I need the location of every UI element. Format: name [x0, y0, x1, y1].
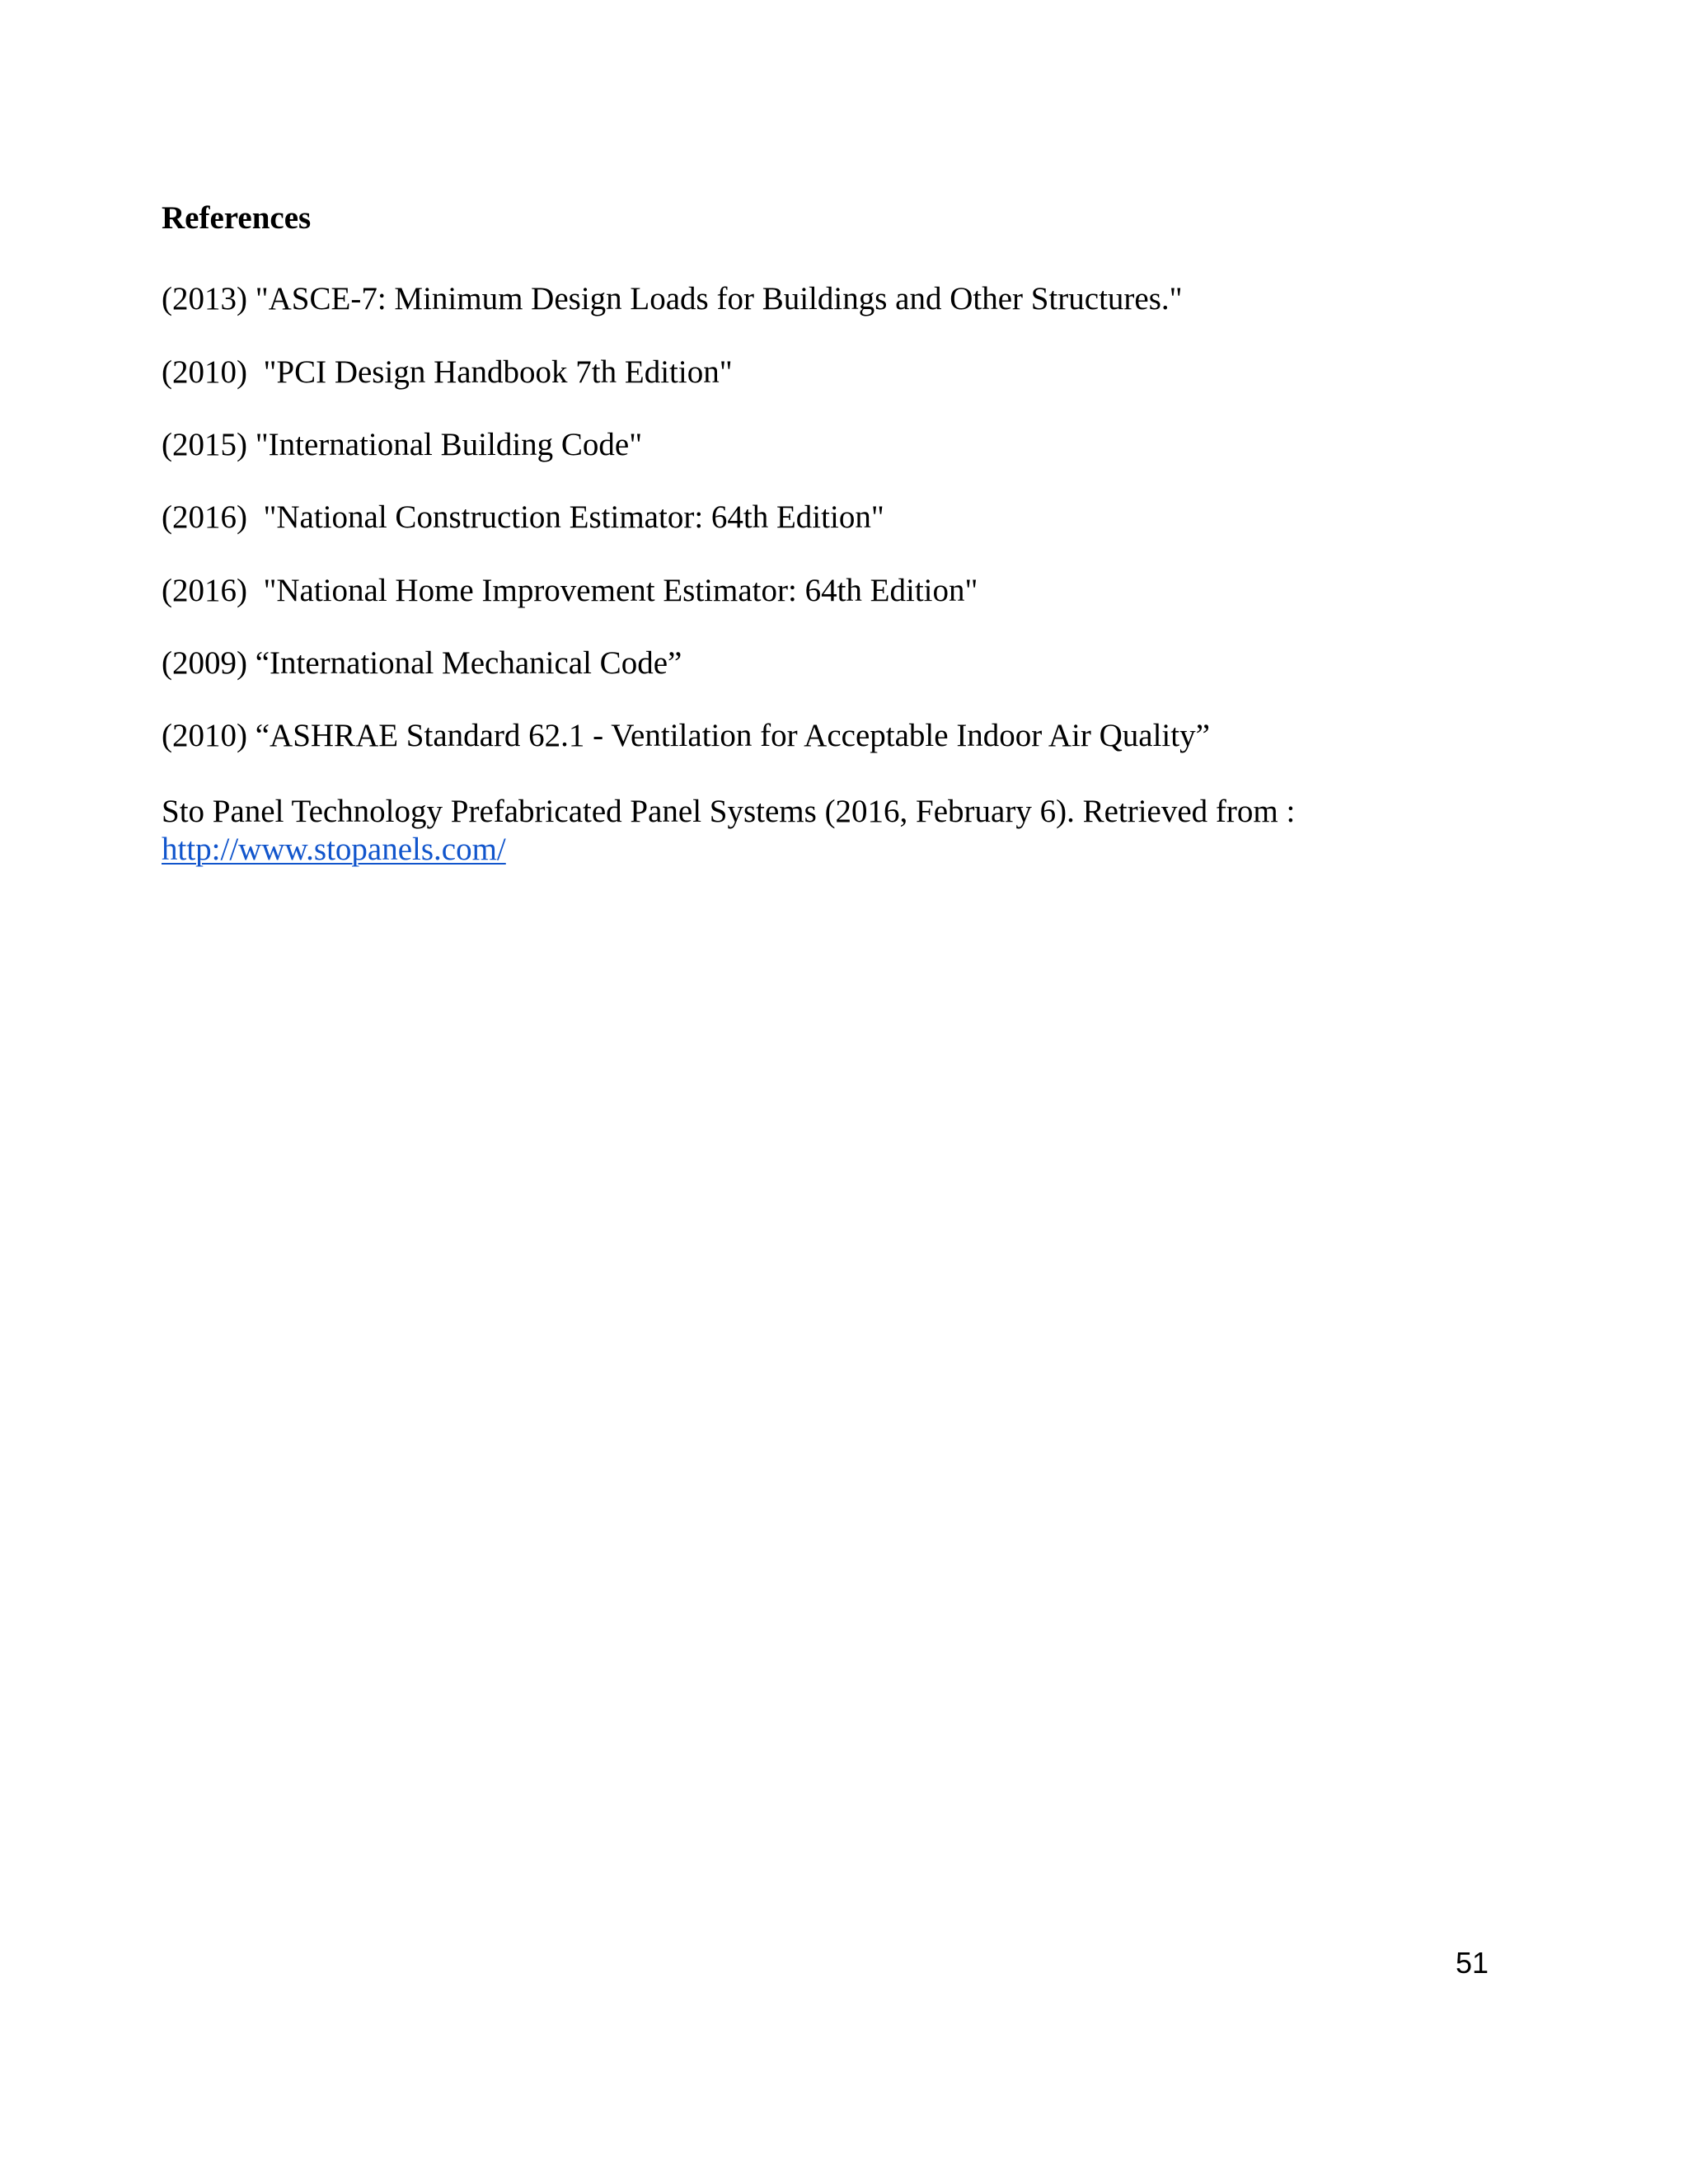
references-heading: References: [162, 200, 312, 236]
reference-item-pci-handbook: (2010) "PCI Design Handbook 7th Edition": [162, 354, 733, 390]
reference-item-ashrae: (2010) “ASHRAE Standard 62.1 - Ventilation for Acceptable Indoor Air Quality”: [162, 718, 1210, 753]
reference-item-construction-estimator: (2016) "National Construction Estimator: 64th Edition": [162, 499, 884, 535]
page-number: 51: [1456, 1946, 1489, 1980]
reference-item-ibc: (2015) "International Building Code": [162, 427, 643, 462]
reference-sto-panel-text: Sto Panel Technology Prefabricated Panel Systems (2016, February 6). Retrieved from :: [162, 794, 1296, 829]
reference-item-asce7: (2013) "ASCE-7: Minimum Design Loads for Buildings and Other Structures.": [162, 281, 1183, 316]
reference-item-imc: (2009) “International Mechanical Code”: [162, 645, 682, 681]
reference-item-sto-panel: [162, 793, 1513, 869]
stopanels-link[interactable]: http://www.stopanels.com/: [162, 832, 506, 867]
reference-item-home-improvement-estimator: (2016) "National Home Improvement Estimator: 64th Edition": [162, 573, 978, 608]
